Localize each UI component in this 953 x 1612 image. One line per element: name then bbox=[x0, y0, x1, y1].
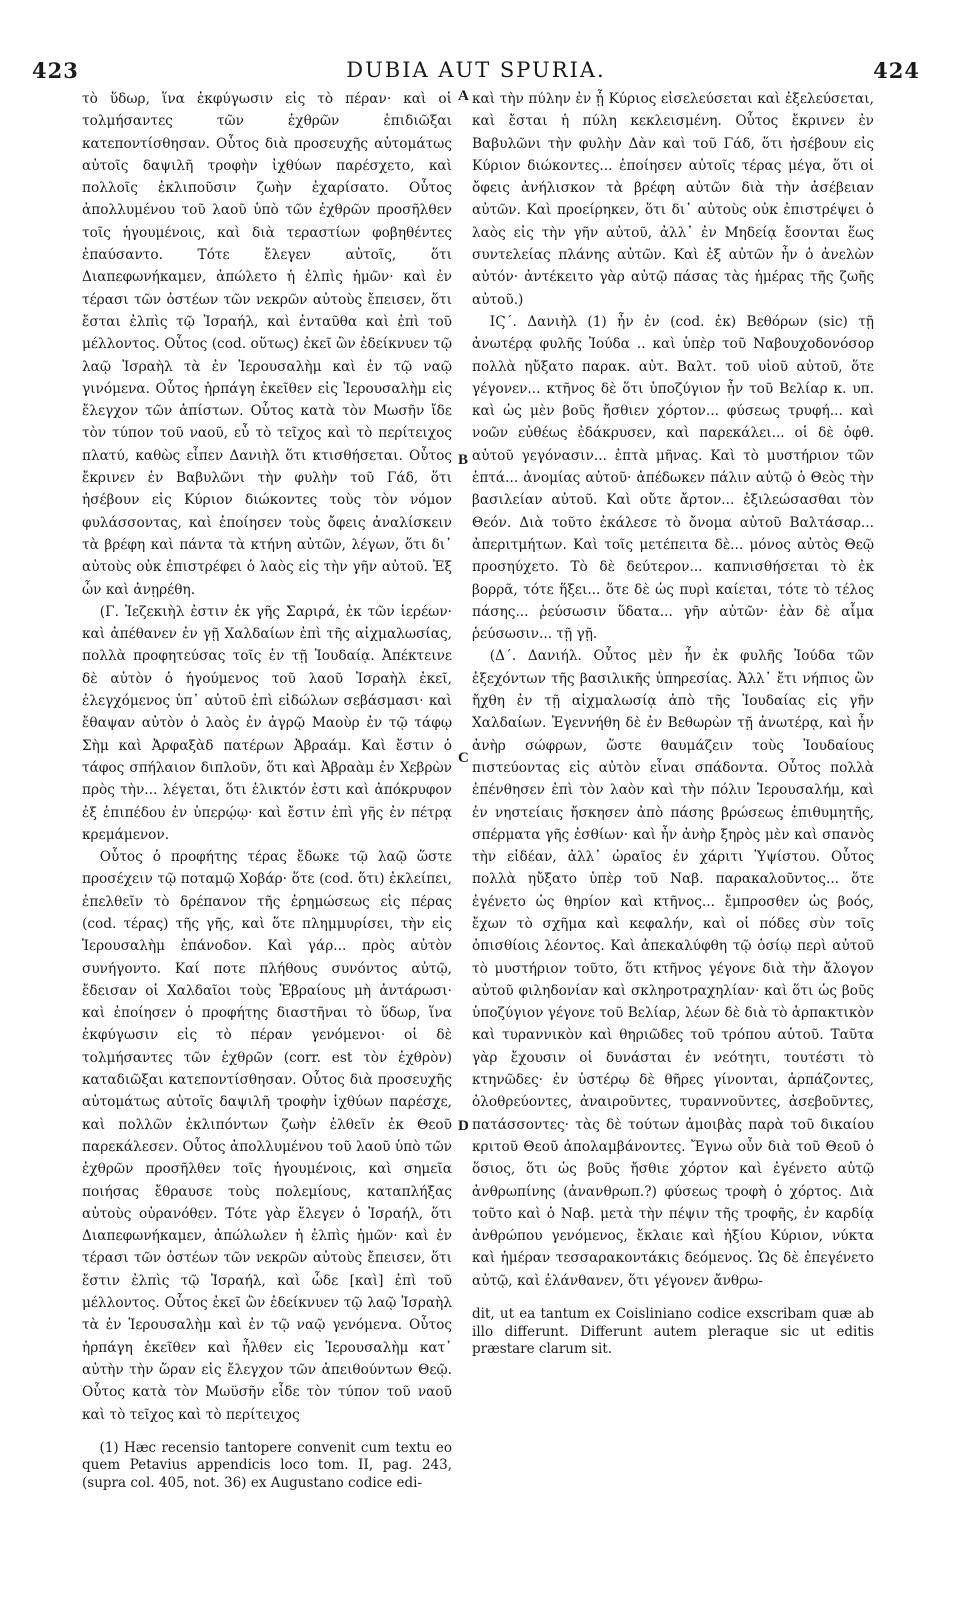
margin-marker-b: B bbox=[458, 452, 469, 468]
left-column bbox=[82, 88, 452, 1492]
margin-marker-c: C bbox=[458, 750, 469, 766]
running-title: DUBIA AUT SPURIA. bbox=[346, 58, 606, 82]
running-header bbox=[32, 58, 920, 88]
right-column bbox=[472, 88, 874, 1359]
margin-marker-a: A bbox=[458, 88, 469, 104]
margin-marker-d: D bbox=[458, 1118, 469, 1134]
paragraph: ΙϚ΄. Δανιὴλ (1) ἦν ἐν (cod. ἐκ) Βεθόρων (sic) τῇ ἀνωτέρᾳ φυλῆς Ἰούδα .. καὶ ὑπὲρ τοῦ Ναβουχοδονόσορ πολλὰ ηὔξατο παρακ. αὐτ. Βαλτ. τοῦ υἱοῦ αὐτοῦ, ὅτε γέγονεν... κτῆνος δὲ ὅτι ὑποζύγιον ἦν τοῦ Βελίαρ κ. υπ. καὶ ὡς μὲν βοῦς ἤσθιεν χόρτον... φύσεως τρυφή... καὶ νοῶν εὐθέως ἐδάκρυσεν, καὶ παρεκάλει... οἱ δὲ ὀφθ. αὐτοῦ γεγόνασιν... ἑπτὰ μῆνας. Καὶ τὸ μυστήριον τῶν ἑπτά... ἀνομίας αὐτοῦ· ἀπέδωκεν πάλιν αὐτῷ ὁ Θεὸς τὴν βασιλείαν αὐτοῦ. Καὶ οὔτε ἄρτον... ἐξιλεώσασθαι τὸν Θεόν. Διὰ τοῦτο ἐκάλεσε τὸ ὄνομα αὐτοῦ Βαλτάσαρ... ἀπεριτμήτων. Καὶ τοῖς μετέπειτα δὲ... μόνος αὐτὸς Θεῷ προσηύχετο. Τὸ δὲ δεύτερον... καπνισθήσεται τὸ ἐκ βορρᾶ, τότε ἥξει... ὅτε δὲ ὡς πυρὶ καίεται, τότε τὸ τέλος πάσης... ῥεύσωσιν ὕδατα... γῆν αὐτῶν· ἐὰν δὲ αἷμα ῥεύσωσιν... τῇ γῇ. bbox=[472, 313, 874, 643]
page-number-left: 423 bbox=[32, 58, 79, 83]
paragraph: (Γ. Ἰεζεκιὴλ ἐστιν ἐκ γῆς Σαριρά, ἐκ τῶν ἱερέων· καὶ ἀπέθανεν ἐν γῇ Χαλδαίων ἐπὶ τῆς αἰχμαλωσίας, πολλὰ προφητεύσας τοῖς ἐν τῇ Ἰουδαίᾳ. Ἀπέκτεινε δὲ αὐτὸν ὁ ἡγούμενος τοῦ λαοῦ Ἰσραὴλ ἐκεῖ, ἐλεγχόμενος ὑπ᾽ αὐτοῦ ἐπὶ εἰδώλων σεβάσμασι· καὶ ἔθαψαν αὐτὸν ὁ λαὸς ἐν ἀγρῷ Μαοὺρ ἐν τῷ τάφῳ Σὴμ καὶ Ἀρφαξὰδ πατέρων Ἀβραάμ. Καὶ ἔστιν ὁ τάφος σπήλαιον διπλοῦν, ὅτι καὶ Ἀβραὰμ ἐν Χεβρὼν πρὸς τὴν... λέγεται, ὅτι ἑλικτόν ἐστι καὶ ἀπόκρυφον ἐξ ἐπιπέδου ἐν ὑπερῴῳ· καὶ ἔστιν ἐπὶ γῆς ἐν πέτρᾳ κρεμάμενον. bbox=[82, 603, 452, 843]
paragraph: (Δ΄. Δανιήλ. Οὗτος μὲν ἦν ἐκ φυλῆς Ἰούδα τῶν ἐξεχόντων τῆς βασιλικῆς ὑπηρεσίας. Ἀλλ᾽ ἔτι νήπιος ὢν ἤχθη ἐν τῇ αἰχμαλωσίᾳ ἀπὸ τῆς Ἰουδαίας εἰς γῆν Χαλδαίων. Ἐγεννήθη δὲ ἐν Βεθωρὼν τῇ ἀνωτέρᾳ, καὶ ἦν ἀνὴρ σώφρων, ὥστε θαυμάζειν τοὺς Ἰουδαίους πιστεύοντας εἰς αὐτὸν εἶναι σπάδοντα. Οὗτος πολλὰ ἐπένθησεν ἐπὶ τὸν λαὸν καὶ τὴν πόλιν Ἱερουσαλήμ, καὶ ἐν νηστείαις ἤσκησεν ἀπὸ πάσης βρώσεως ἐπιθυμητῆς, σπέρματα γῆς ἐσθίων· καὶ ἦν ἀνὴρ ξηρὸς μὲν καὶ σπανὸς τὴν εἰδέαν, ἀλλ᾽ ὡραῖος ἐν χάριτι Ὑψίστου. Οὗτος πολλὰ ηὔξατο ὑπὲρ τοῦ Ναβ. παρακαλοῦντος... ὅτε ἐγένετο ὡς θηρίον καὶ κτῆνος... ἔμπροσθεν ὡς βοός, ἔχων τὸ σχῆμα καὶ κεφαλήν, καὶ οἱ πόδες σὺν τοῖς ὀπισθίοις λέοντος. Καὶ ἀπεκαλύφθη τῷ ὁσίῳ περὶ αὐτοῦ τὸ μυστήριον τοῦτο, ὅτι κτῆνος γέγονε διὰ τὴν ἄλογον αὐτοῦ φιληδονίαν καὶ σκληροτραχηλίαν· καὶ ὅτι ὡς βοῦς ὑποζύγιον γέγονε τοῦ Βελίαρ, λέων δὲ διὰ τὸ ἁρπακτικὸν καὶ τυραννικὸν καὶ θηριῶδες τοῦ τρόπου αὐτοῦ. Ταῦτα γὰρ ἔχουσιν οἱ δυνάσται ἐν νεότητι, τουτέστι τὸ κτηνῶδες· ἐν ὑστέρῳ δὲ θῆρες γίνονται, ἁρπάζοντες, ὀλοθρεύοντες, ἀναιροῦντες, τυραννοῦντες, ἀσεβοῦντες, πατάσσοντες· τὰς δὲ τούτων ἀμοιβὰς παρὰ τοῦ δικαίου κριτοῦ Θεοῦ ἀπολαμβάνοντες. Ἔγνω οὖν διὰ τοῦ Θεοῦ ὁ ὅσιος, ὅτι ὡς βοῦς ἤσθιε χόρτον καὶ ἐγένετο αὐτῷ ἀνθρωπίνης (ἀνανθρωπ.?) φύσεως τροφὴ ὁ χόρτος. Διὰ τοῦτο καὶ ὁ Ναβ. μετὰ τὴν πέψιν τῆς τροφῆς, ἐν καρδίᾳ ἀνθρώπου γενόμενος, ἔκλαιε καὶ ἠξίου Κύριον, νύκτα καὶ ἡμέραν τεσσαρακοντάκις δεόμενος. Ὡς δὲ ἐπεγένετο αὐτῷ, καὶ ἐλάνθανεν, ὅτι γέγονεν ἄνθρω- bbox=[472, 648, 874, 1289]
footnote-continuation: dit, ut ea tantum ex Coisliniano codice exscribam quæ ab illo differunt. Differunt autem pleraque sic ut editis præstare clarum sit. bbox=[472, 1306, 874, 1358]
paragraph: καὶ τὴν πύλην ἐν ᾗ Κύριος εἰσελεύσεται καὶ ἐξελεύσεται, καὶ ἔσται ἡ πύλη κεκλεισμένη. Οὗτος ἔκρινεν ἐν Βαβυλῶνι τὴν φυλὴν Δὰν καὶ τοῦ Γάδ, ὅτι ἠσέβουν εἰς Κύριον διώκοντες... ἐποίησεν αὐτοῖς τέρας μέγα, ὅτι οἱ ὄφεις ἀνήλισκον τὰ βρέφη αὐτῶν διὰ τὴν ἀσέβειαν αὐτῶν. Καὶ προείρηκεν, ὅτι δι᾽ αὐτοὺς οὐκ ἐπιστρέψει ὁ λαὸς εἰς τὴν γῆν αὐτοῦ, ἀλλ᾽ ἐν Μηδείᾳ ἔσονται ἕως συντελείας πλάνης αὐτῶν. Καὶ ἐξ αὐτῶν ἦν ὁ ἀνελὼν αὐτόν· ἀντέκειτο γὰρ αὐτῷ πάσας τὰς ἡμέρας τῆς ζωῆς αὐτοῦ.) bbox=[472, 91, 874, 308]
footnote: (1) Hæc recensio tantopere convenit cum textu eo quem Petavius appendicis loco tom. II, pag. 243, (supra col. 405, not. 36) ex Augustano codice edi- bbox=[82, 1439, 452, 1491]
paragraph: τὸ ὕδωρ, ἵνα ἐκφύγωσιν εἰς τὸ πέραν· καὶ οἱ τολμήσαντες τῶν ἐχθρῶν ἐπιδιῶξαι κατεποντίσθησαν. Οὗτος διὰ προσευχῆς αὐτομάτως αὐτοῖς δαψιλῆ τροφὴν ἰχθύων παρέσχετο, καὶ πολλοῖς ἐκλιποῦσιν ζωὴν ἐχαρίσατο. Οὗτος ἀπολλυμένου τοῦ λαοῦ ὑπὸ τῶν ἐχθρῶν προσῆλθεν τοῖς ἡγουμένοις, καὶ διὰ τεραστίων φοβηθέντες ἐπαύσαντο. Τότε ἔλεγεν αὐτοῖς, ὅτι Διαπεφωνήκαμεν, ἀπώλετο ἡ ἐλπὶς ἡμῶν· καὶ ἐν τέρασι τῶν ὀστέων τῶν νεκρῶν αὐτοὺς ἔπεισεν, ὅτι ἔσται ἐλπὶς τῷ Ἰσραήλ, καὶ ἐνταῦθα καὶ ἐπὶ τοῦ μέλλοντος. Οὗτος (cod. οὕτως) ἐκεῖ ὢν ἐδείκνυεν τῷ λαῷ Ἰσραὴλ τὰ ἐν Ἱερουσαλὴμ καὶ ἐν τῷ ναῷ γινόμενα. Οὗτος ἡρπάγη ἐκεῖθεν εἰς Ἱερουσαλὴμ εἰς ἔλεγχον τῶν ἀπίστων. Οὗτος κατὰ τὸν Μωσῆν ἴδε τὸν τύπον τοῦ ναοῦ, εὖ τὸ τεῖχος καὶ τὸ περίτειχος πλατύ, καθὼς εἶπεν Δανιὴλ ὅτι κτισθήσεται. Οὗτος ἔκρινεν ἐν Βαβυλῶνι τὴν φυλὴν τοῦ Γάδ, ὅτι ἠσέβουν εἰς Κύριον διώκοντες τοὺς τὸν νόμον φυλάσσοντας, καὶ ἐποίησεν τοὺς ὄφεις ἀναλίσκειν τὰ βρέφη καὶ πάντα τὰ κτήνη αὐτῶν, λέγων, ὅτι δι᾽ αὐτοὺς οὐκ ἐπιστρέφει ὁ λαὸς εἰς τὴν γῆν αὐτοῦ. Ἐξ ὧν καὶ ἀνῃρέθη. bbox=[82, 91, 452, 598]
page-number-right: 424 bbox=[873, 58, 920, 83]
paragraph: Οὗτος ὁ προφήτης τέρας ἔδωκε τῷ λαῷ ὥστε προσέχειν τῷ ποταμῷ Χοβάρ· ὅτε (cod. ὅτι) ἐκλείπει, ἐπελθεῖν τὸ δρέπανον τῆς ἐρημώσεως εἰς πέρας (cod. τέρας) τῆς γῆς, καὶ ὅτε πλημμυρίσει, τὴν εἰς Ἱερουσαλὴμ ἐπάνοδον. Καὶ γάρ... πρὸς αὐτὸν συνήγοντο. Καί ποτε πλήθους συνόντος αὐτῷ, ἔδεισαν οἱ Χαλδαῖοι τοὺς Ἑβραίους μὴ ἀντάρωσι· καὶ ἐποίησεν ὁ προφήτης διαστῆναι τὸ ὕδωρ, ἵνα ἐκφύγωσιν εἰς τὸ πέραν γενόμενοι· οἱ δὲ τολμήσαντες τῶν ἐχθρῶν (corr. est τὸν ἐχθρὸν) καταδιῶξαι κατεποντίσθησαν. Οὗτος διὰ προσευχῆς αὐτομάτως αὐτοῖς δαψιλῆ τροφὴν ἰχθύων παρέσχε, καὶ πολλῶν ἐκλιπόντων ζωὴν ἐλθεῖν ἐκ Θεοῦ παρεκάλεσεν. Οὗτος ἀπολλυμένου τοῦ λαοῦ ὑπὸ τῶν ἐχθρῶν προσῆλθεν τοῖς ἡγουμένοις, καὶ σημεῖα ποιήσας ἔθραυσε τοὺς πολεμίους, καταπλήξας αὐτοὺς οὐρανόθεν. Τότε γὰρ ἔλεγεν ὁ Ἰσραήλ, ὅτι Διαπεφωνήκαμεν, ἀπώλωλεν ἡ ἐλπὶς ἡμῶν· καὶ ἐν τέρασι τῶν ὀστέων τῶν νεκρῶν αὐτοὺς ἔπεισεν, ὅτι ἔστιν ἐλπὶς τῷ Ἰσραήλ, καὶ ὧδε [καὶ] ἐπὶ τοῦ μέλλοντος. Οὗτος ἐκεῖ ὢν ἐδείκνυεν τῷ λαῷ Ἰσραὴλ τὰ ἐν Ἱερουσαλὴμ καὶ ἐν τῷ ναῷ γενόμενα. Οὗτος ἡρπάγη ἐκεῖθεν καὶ ἦλθεν εἰς Ἱερουσαλὴμ κατ᾽ αὐτὴν τὴν ὥραν εἰς ἔλεγχον τῶν ἀπειθούντων Θεῷ. Οὗτος κατὰ τὸν Μωϋσῆν εἶδε τὸν τύπον τοῦ ναοῦ καὶ τὸ τεῖχος καὶ τὸ περίτειχος bbox=[82, 849, 452, 1423]
